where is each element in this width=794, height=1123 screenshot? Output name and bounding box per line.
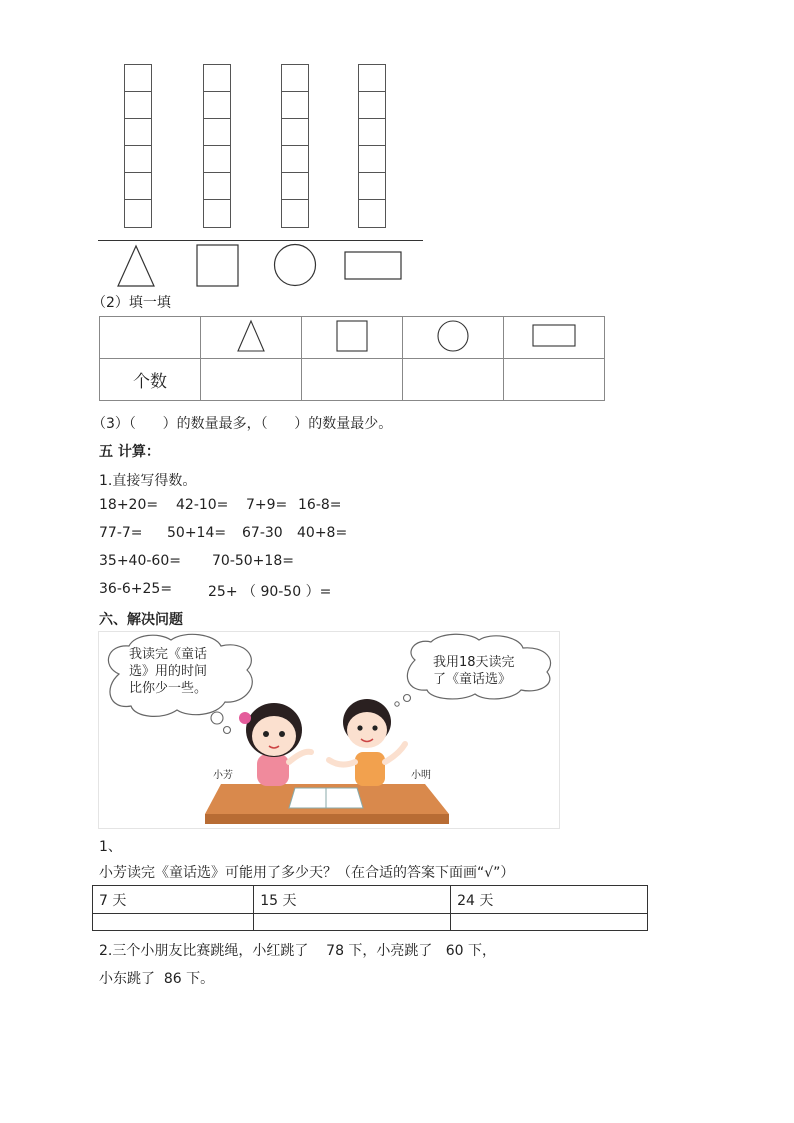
circle-icon (438, 321, 468, 351)
rectangle-icon (345, 252, 401, 279)
girl-name-label: 小芳 (213, 770, 233, 781)
girl-figure (239, 703, 311, 786)
compare-sentence: （3）（ ）的数量最多，（ ）的数量最少。 (92, 416, 393, 432)
triangle-icon (118, 246, 154, 286)
square-icon (337, 321, 367, 351)
count-label: 个数 (100, 359, 201, 401)
count-cell-triangle[interactable] (201, 359, 302, 401)
check-cell-24[interactable] (451, 914, 648, 931)
section5-heading: 五 计算： (99, 444, 160, 460)
calc-item: 77-7= (99, 525, 143, 541)
calc-item: 35+40-60= (99, 553, 181, 569)
check-cell-15[interactable] (254, 914, 451, 931)
triangle-icon (238, 321, 264, 351)
fill-table-triangle (201, 317, 302, 359)
count-column-1 (124, 64, 152, 228)
answer-table (92, 885, 648, 931)
calc-item: 42-10= (176, 497, 229, 513)
calc-item: 18+20= (99, 497, 159, 513)
square-icon (197, 245, 238, 286)
shape-row (100, 242, 420, 290)
q2-line2: 小东跳了 86 下。 (99, 971, 215, 987)
calc-item: 25+ （ 90-50 ）= (208, 584, 332, 600)
option-24-days: 24 天 (451, 886, 648, 914)
section6-heading: 六、解决问题 (99, 612, 183, 628)
count-cell-square[interactable] (302, 359, 403, 401)
calc-item: 7+9= (246, 497, 288, 513)
option-7-days: 7 天 (93, 886, 254, 914)
option-15-days: 15 天 (254, 886, 451, 914)
fill-table-circle (403, 317, 504, 359)
fill-heading: （2）填一填 (92, 295, 171, 311)
task1-instruction: 1.直接写得数。 (99, 473, 197, 489)
rectangle-icon (533, 325, 575, 346)
boy-name-label: 小明 (411, 770, 431, 781)
count-cell-rectangle[interactable] (504, 359, 605, 401)
calc-item: 16-8= (298, 497, 342, 513)
baseline (98, 240, 423, 241)
calc-item: 70-50+18= (212, 553, 294, 569)
q2-line1: 2.三个小朋友比赛跳绳，小红跳了 78 下，小亮跳了 60 下， (99, 943, 497, 959)
fill-table (99, 316, 605, 401)
count-cell-circle[interactable] (403, 359, 504, 401)
calc-item: 40+8= (297, 525, 348, 541)
calc-item: 67-30 (242, 525, 283, 541)
calc-item: 36-6+25= (99, 581, 173, 597)
fill-table-square (302, 317, 403, 359)
count-column-2 (203, 64, 231, 228)
q1-number: 1、 (99, 839, 122, 855)
boy-bubble-text: 我用18天读完 了《童话选》 (433, 655, 515, 687)
boy-figure (329, 699, 405, 786)
fill-table-corner (100, 317, 201, 359)
calc-item: 50+14= (167, 525, 227, 541)
circle-icon (275, 245, 316, 286)
q1-question: 小芳读完《童话选》可能用了多少天？（在合适的答案下面画“√”） (99, 865, 515, 881)
count-column-4 (358, 64, 386, 228)
check-cell-7[interactable] (93, 914, 254, 931)
reading-illustration (98, 631, 560, 829)
count-column-3 (281, 64, 309, 228)
girl-bubble-text: 我读完《童话 选》用的时间 比你少一些。 (129, 647, 208, 696)
fill-table-rectangle (504, 317, 605, 359)
